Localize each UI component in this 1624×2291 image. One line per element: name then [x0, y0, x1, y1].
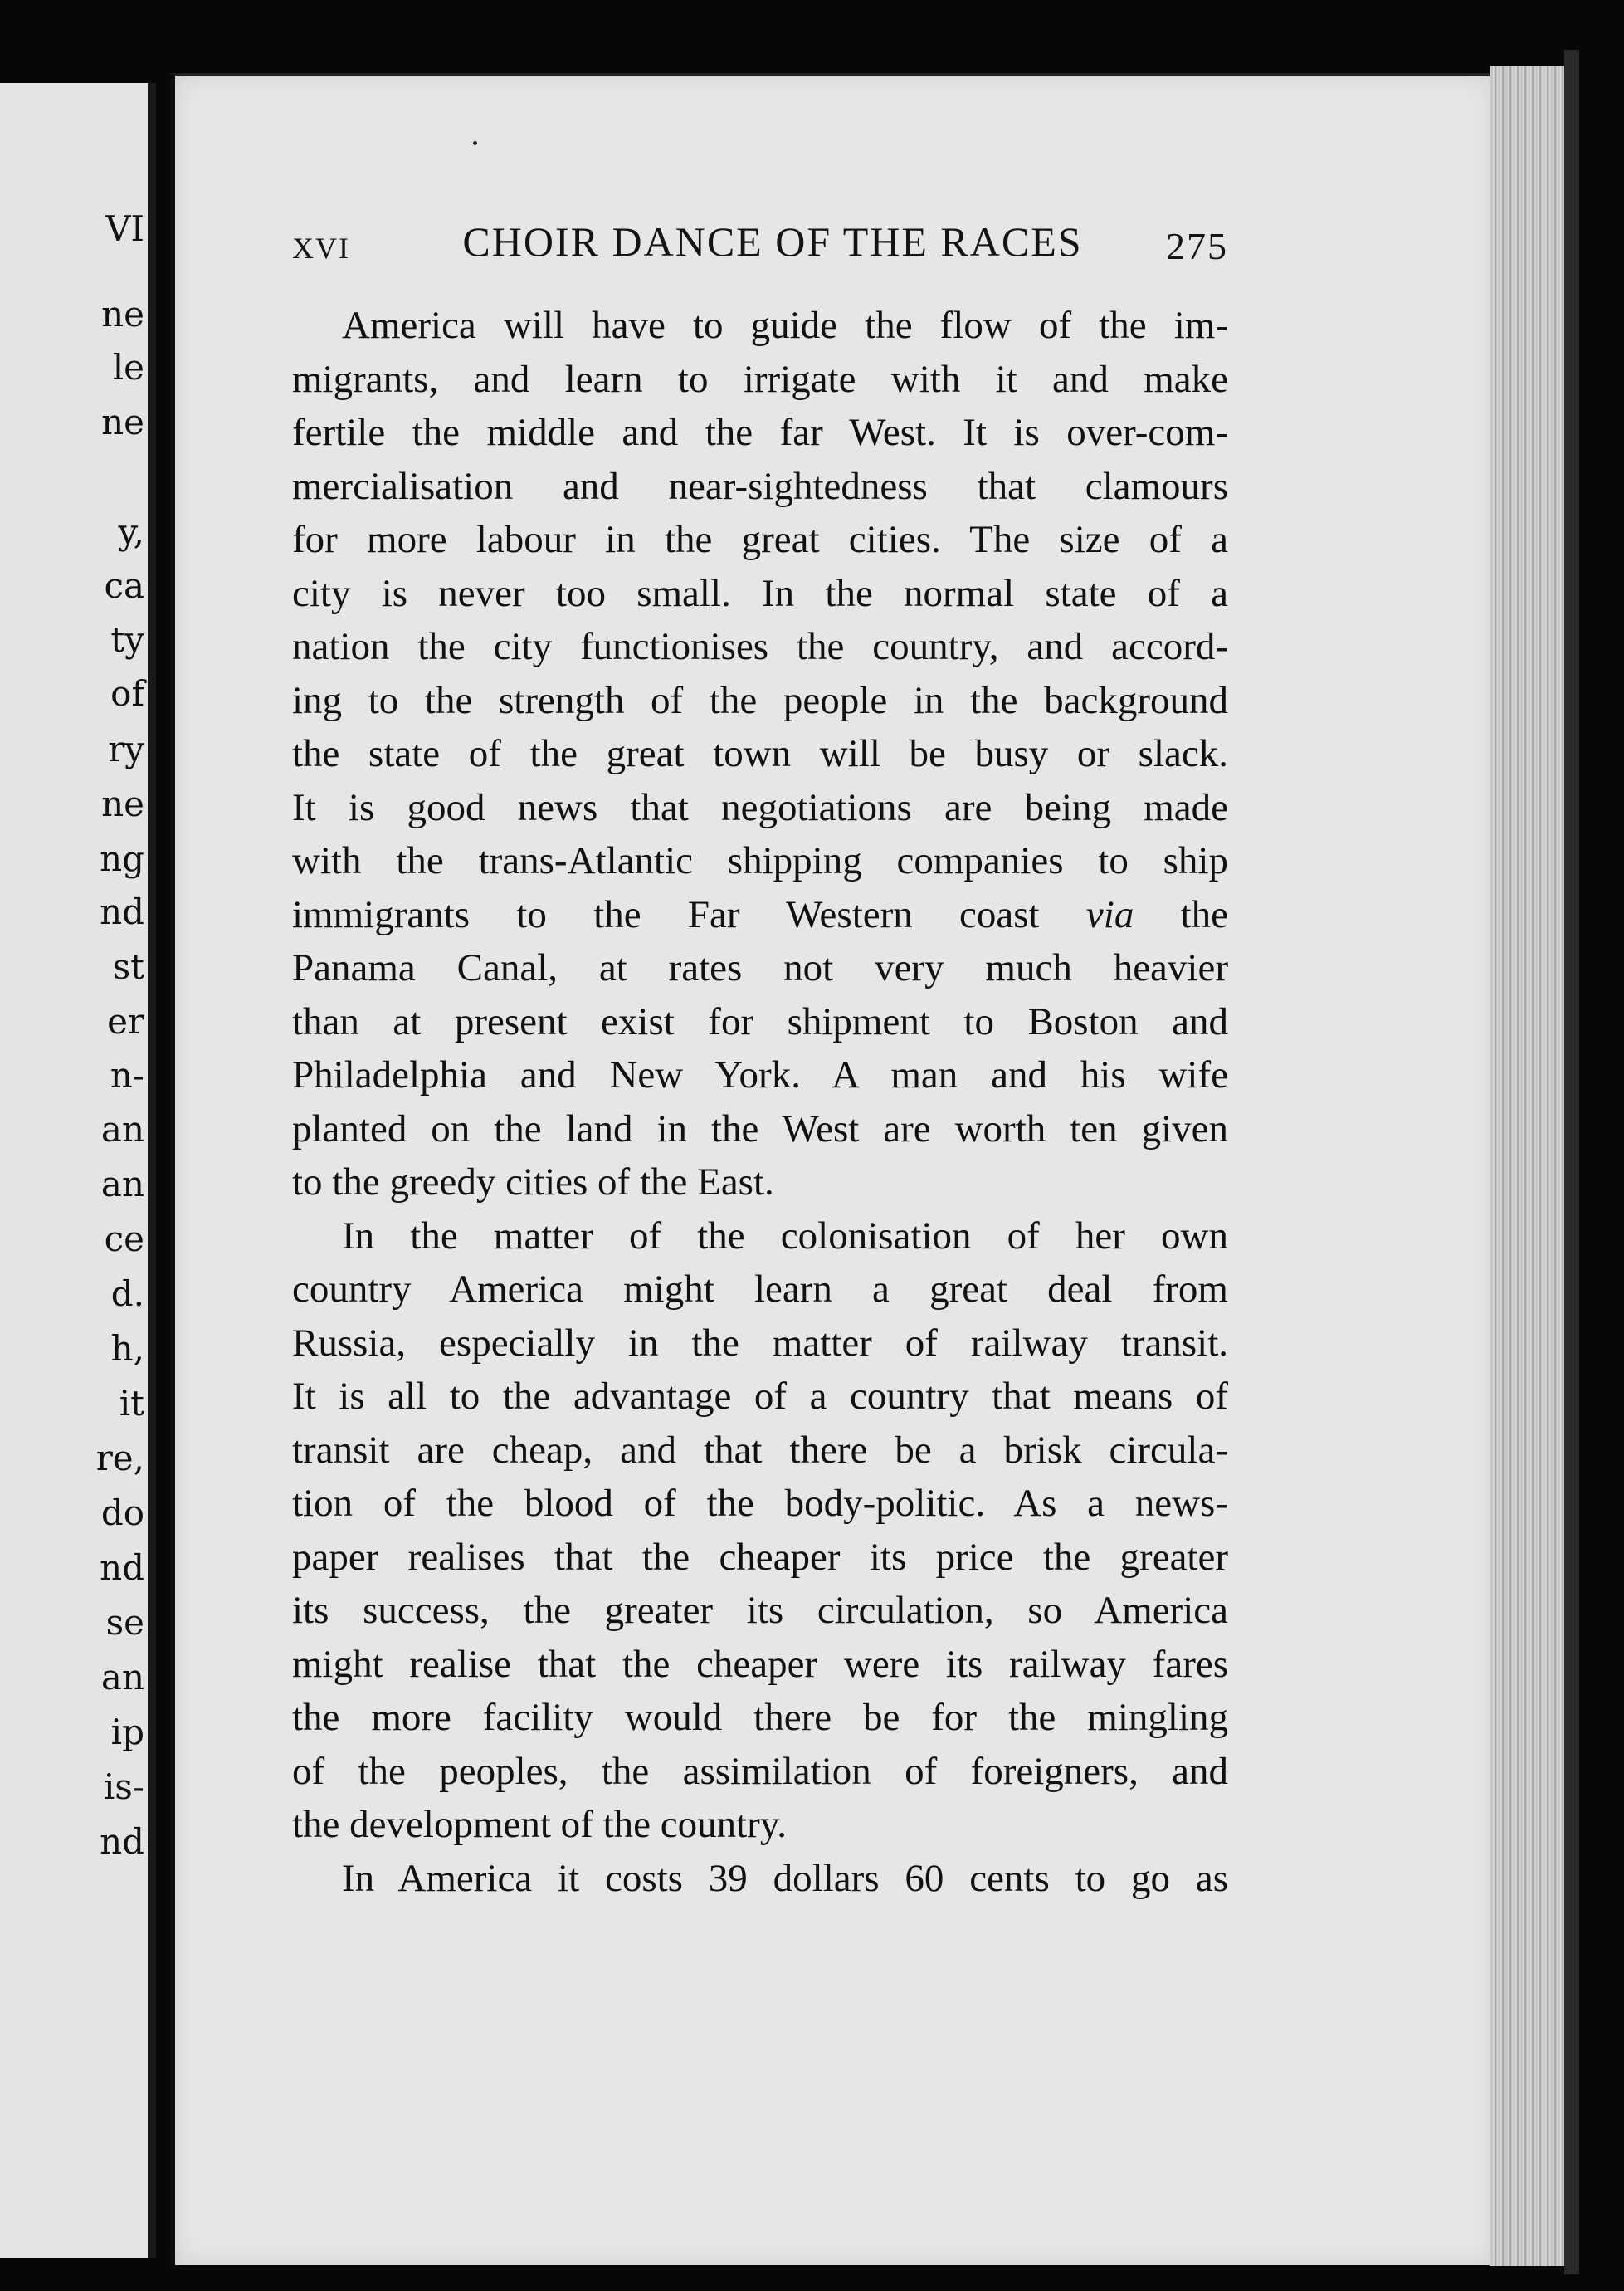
left-fragment: is- — [103, 1766, 144, 1807]
left-fragment: ip — [110, 1712, 144, 1752]
text-line: America will have to guide the flow of the im- — [342, 304, 1228, 347]
chapter-number: XVI — [292, 232, 350, 265]
text-line: city is never too small. In the normal state of a — [292, 571, 1228, 615]
left-fragment: it — [119, 1383, 144, 1424]
left-fragment: an — [100, 1657, 144, 1697]
left-fragment: n- — [110, 1055, 144, 1096]
text-line: for more labour in the great cities. The size of a — [292, 518, 1228, 561]
text-segment: the — [1180, 892, 1228, 936]
left-fragment: ca — [104, 565, 144, 606]
scan-speck — [473, 141, 477, 145]
text-line: with the tranѕ-Atlantic shipping companies to ship — [292, 839, 1228, 882]
text-line: the state of the great town will be busy or slack. — [292, 732, 1228, 775]
text-line: Panama Canal, at rates not very much heavier — [292, 946, 1228, 989]
left-fragment: of — [110, 673, 144, 714]
left-fragment: ne — [101, 402, 144, 442]
left-fragment: nd — [100, 1547, 144, 1588]
text-line: to the greedy cities of the East. — [292, 1160, 774, 1204]
left-fragment: ce — [104, 1219, 144, 1259]
text-line: the more facility would there be for the mingling — [292, 1696, 1228, 1739]
text-line: ing to the strength of the people in the background — [292, 678, 1228, 722]
book-cover-edge — [1564, 50, 1579, 2274]
left-fragment: ne — [101, 784, 144, 824]
text-line: migrants, and learn to irrigate with it and make — [292, 357, 1228, 401]
left-fragment: er — [107, 1001, 144, 1042]
text-line: planted on the land in the West are worth ten given — [292, 1106, 1228, 1150]
text-line: paper realises that the cheaper its price the greater — [292, 1535, 1228, 1579]
left-fragment: nd — [100, 891, 144, 932]
italic-word: via — [1085, 892, 1134, 936]
left-fragment: ne — [101, 294, 144, 335]
text-line: It is good news that negotiations are being made — [292, 785, 1228, 829]
text-line: the development of the country. — [292, 1803, 788, 1846]
left-fragment: st — [112, 946, 144, 987]
text-line: It is all to the advantage of a country that means of — [292, 1375, 1228, 1418]
text-line: In America it costs 39 dollars 60 cents to go as — [342, 1856, 1228, 1900]
text-line: mercialisation and near-sightedness that clamours — [292, 464, 1228, 508]
text-line-with-italic — [292, 888, 1228, 942]
left-fragment: re, — [95, 1438, 144, 1478]
left-fragment: ng — [100, 838, 144, 879]
text-line: nation the city functionises the country, and accord- — [292, 625, 1228, 668]
text-line: than at present exist for shipment to Boston and — [292, 999, 1228, 1043]
text-line: In the matter of the colonisation of her own — [342, 1214, 1228, 1258]
text-line: Philadelphia and New York. A man and his wife — [292, 1053, 1228, 1097]
text-line: of the peoples, the assimilation of foreigners, and — [292, 1749, 1228, 1793]
text-line: country America might learn a great deal from — [292, 1268, 1228, 1311]
previous-page-edge — [0, 83, 156, 2258]
body-text — [292, 299, 1228, 1905]
left-fragment: do — [100, 1492, 144, 1533]
left-fragment: VI — [105, 208, 144, 249]
page-edges — [1490, 66, 1564, 2266]
running-header — [292, 217, 1228, 276]
left-fragment: ry — [108, 729, 144, 769]
left-fragment: an — [100, 1164, 144, 1204]
text-line: transit are cheap, and that there be a brisk circula- — [292, 1428, 1228, 1472]
text-line: Russia, especially in the matter of railway transit. — [292, 1321, 1228, 1365]
text-line: might realise that the cheaper were its railway fares — [292, 1642, 1228, 1686]
left-fragment: ty — [110, 619, 144, 660]
left-fragment: se — [105, 1602, 144, 1643]
left-fragment: h, — [110, 1328, 144, 1369]
left-fragment: d. — [110, 1273, 144, 1314]
left-fragment: le — [112, 347, 144, 388]
left-fragment: nd — [100, 1821, 144, 1862]
text-segment: immigrants to the Far Western coast — [292, 892, 1040, 936]
left-fragment: y, — [118, 511, 144, 552]
text-line: fertile the middle and the far West. It is over-com- — [292, 411, 1228, 454]
page-number: 275 — [1166, 225, 1228, 267]
running-title: CHOIR DANCE OF THE RACES — [462, 218, 1083, 265]
left-fragment: an — [100, 1109, 144, 1150]
text-line: its success, the greater its circulation, so America — [292, 1589, 1228, 1632]
text-line: tion of the blood of the body-politic. As a news- — [292, 1482, 1228, 1525]
